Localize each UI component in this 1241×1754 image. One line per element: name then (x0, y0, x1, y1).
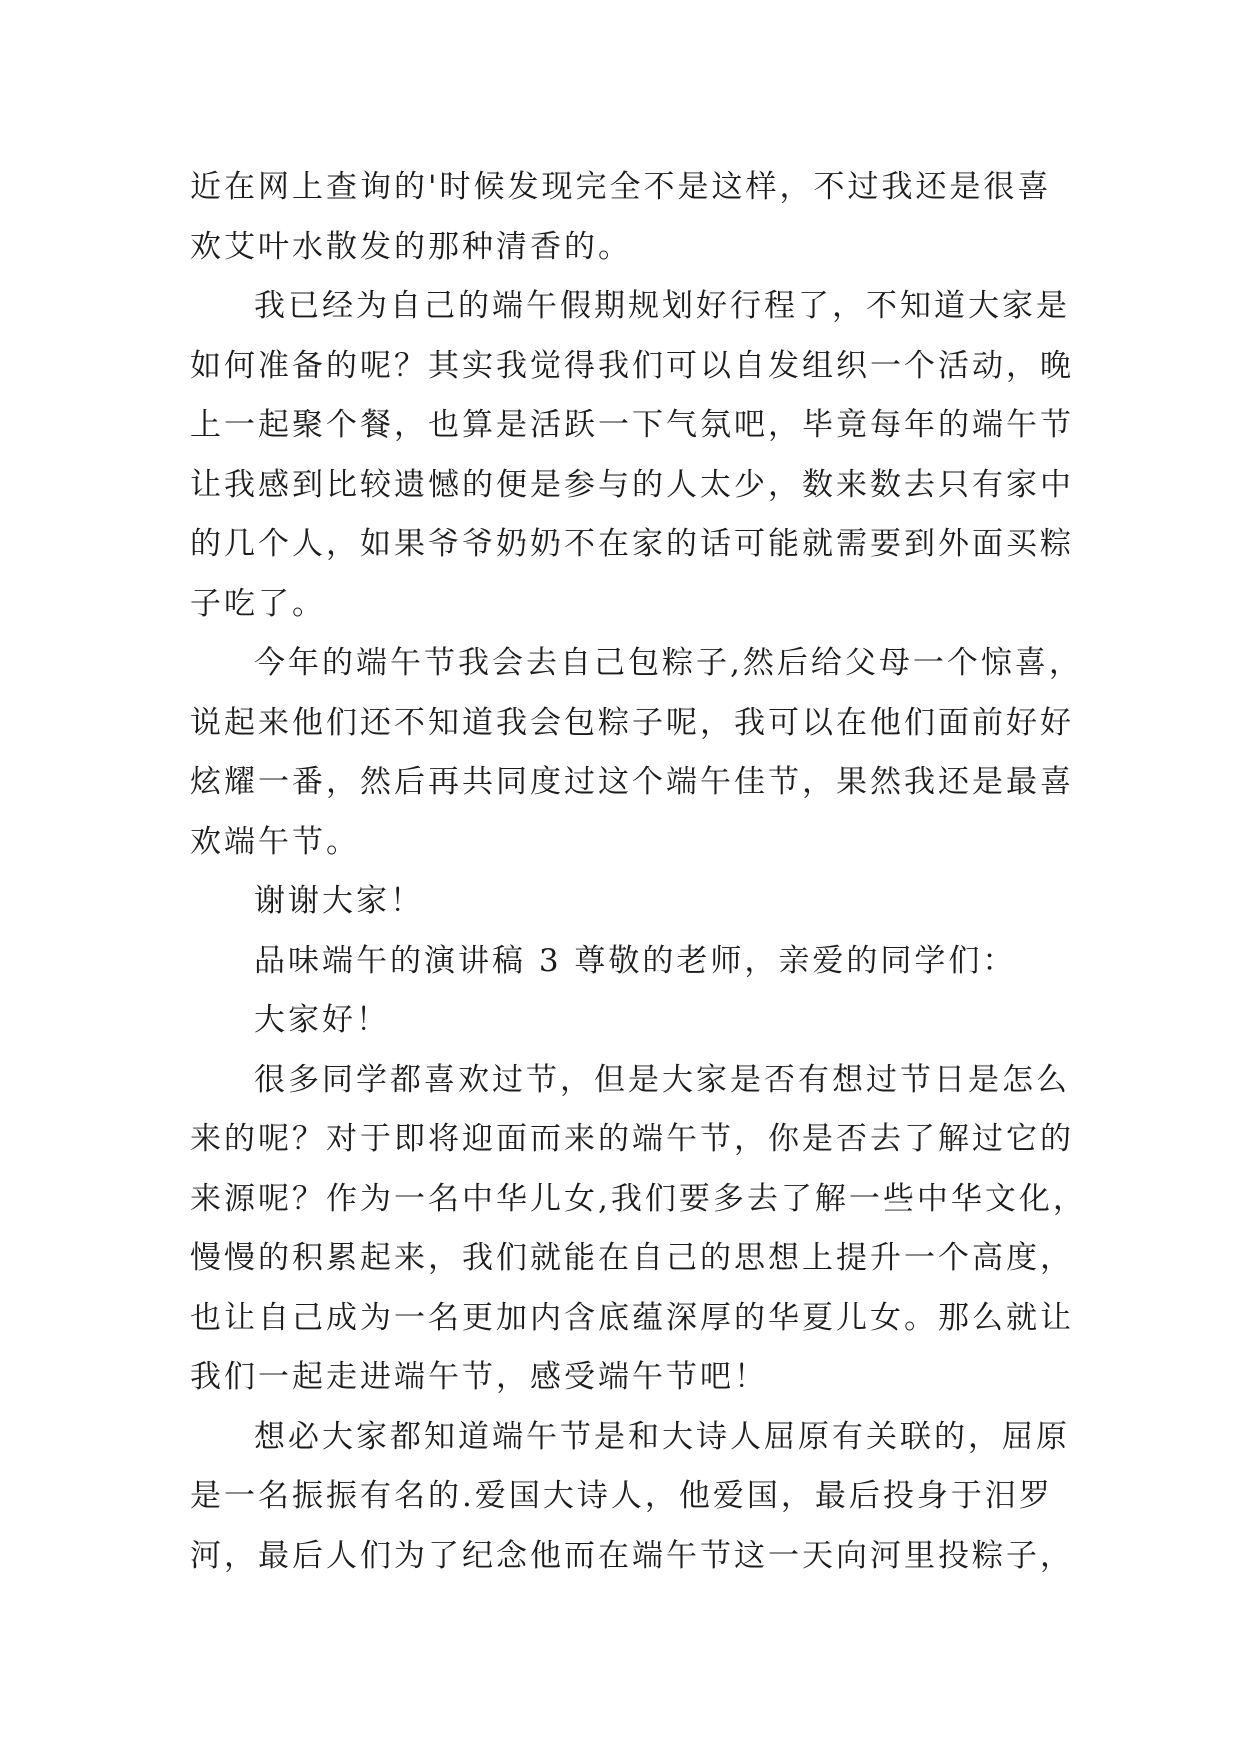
paragraph-start-line: 想必大家都知道端午节是和大诗人屈原有关联的，屈原 (254, 1418, 1070, 1455)
text-line: 是一名振振有名的.爱国大诗人，他爱国，最后投身于汨罗 (190, 1478, 1053, 1514)
paragraph-start-line: 我已经为自己的端午假期规划好行程了，不知道大家是 (254, 288, 1070, 324)
text-line: 也让自己成为一名更加内含底蕴深厚的华夏儿女。那么就让 (190, 1299, 1074, 1336)
text-line: 子吃了。 (190, 585, 326, 622)
text-line: 来源呢？作为一名中华儿女,我们要多去了解一些中华文化， (190, 1180, 1087, 1217)
speech-title-line: 品味端午的演讲稿 3 尊敬的老师，亲爱的同学们： (254, 942, 1017, 979)
text-line: 欢端午节。 (190, 823, 360, 860)
text-line: 说起来他们还不知道我会包粽子呢，我可以在他们面前好好 (190, 704, 1074, 741)
text-line: 欢艾叶水散发的那种清香的。 (190, 228, 632, 265)
text-line: 上一起聚个餐，也算是活跃一下气氛吧，毕竟每年的端午节 (190, 407, 1074, 443)
text-line: 河，最后人们为了纪念他而在端午节这一天向河里投粽子， (190, 1537, 1074, 1574)
text-line: 来的呢？对于即将迎面而来的端午节，你是否去了解过它的 (190, 1121, 1074, 1157)
paragraph-start-line: 今年的端午节我会去自己包粽子,然后给父母一个惊喜， (254, 645, 1083, 681)
text-line: 慢慢的积累起来，我们就能在自己的思想上提升一个高度， (190, 1240, 1074, 1276)
paragraph-start-line: 大家好！ (254, 1002, 390, 1038)
text-line: 让我感到比较遗憾的便是参与的人太少，数来数去只有家中 (190, 466, 1074, 503)
text-line: 炫耀一番，然后再共同度过这个端午佳节，果然我还是最喜 (190, 764, 1074, 800)
text-line: 我们一起走进端午节，感受端午节吧！ (190, 1359, 768, 1395)
text-line: 如何准备的呢？其实我觉得我们可以自发组织一个活动，晚 (190, 347, 1074, 384)
paragraph-start-line: 谢谢大家！ (254, 883, 424, 919)
paragraph-start-line: 很多同学都喜欢过节，但是大家是否有想过节日是怎么 (254, 1061, 1070, 1098)
text-line: 的几个人，如果爷爷奶奶不在家的话可能就需要到外面买粽 (190, 526, 1074, 562)
text-line: 近在网上查询的'时候发现完全不是这样，不过我还是很喜 (190, 169, 1052, 205)
document-body (190, 158, 1087, 1586)
